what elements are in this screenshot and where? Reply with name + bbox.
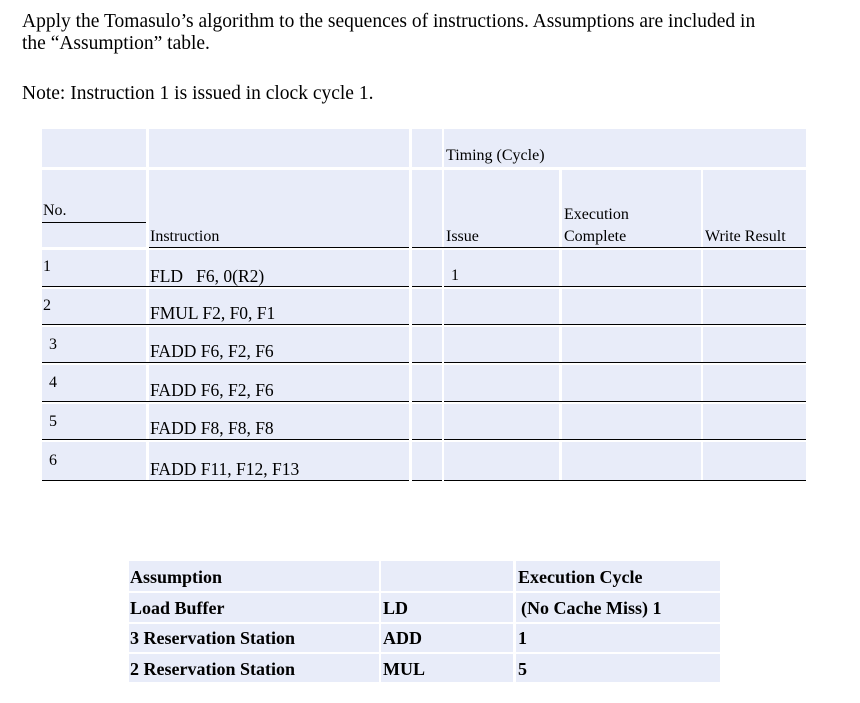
row-number: 5	[49, 413, 57, 430]
assumption-label: Load Buffer	[130, 598, 225, 618]
header-cell	[42, 129, 146, 167]
timing-group-header: Timing (Cycle)	[446, 147, 545, 164]
row-instruction: FADD F6, F2, F6	[150, 341, 274, 361]
col-header-write: Write Result	[705, 228, 786, 245]
row-number: 1	[43, 258, 51, 275]
header-cell	[149, 129, 409, 167]
header-underline	[412, 247, 806, 248]
intro-line-1: Apply the Tomasulo’s algorithm to the sequences of instructions. Assumptions are included in	[22, 11, 756, 32]
intro-line-2: the “Assumption” table.	[22, 33, 210, 54]
assumption-label: 3 Reservation Station	[130, 628, 295, 648]
header-underline	[42, 222, 146, 223]
col-header-exec-2: Complete	[564, 228, 627, 245]
col-header-issue: Issue	[446, 228, 479, 245]
row-number: 2	[43, 297, 51, 314]
row-number: 3	[49, 336, 57, 353]
assumption-cycle: 1	[518, 628, 527, 648]
row-number: 6	[49, 452, 57, 469]
assumption-cycle: (No Cache Miss) 1	[521, 598, 662, 618]
assumption-header: Assumption	[130, 567, 223, 587]
execution-cycle-header: Execution Cycle	[518, 567, 643, 587]
assumption-label: 2 Reservation Station	[130, 659, 295, 679]
header-cell	[412, 170, 442, 247]
header-underline	[149, 247, 409, 248]
row-instruction: FADD F11, F12, F13	[150, 459, 300, 479]
row-number: 4	[49, 374, 57, 391]
assumption-unit: LD	[383, 598, 409, 618]
row-issue: 1	[451, 267, 459, 284]
row-instruction: FADD F8, F8, F8	[150, 418, 274, 438]
row-instruction: FMUL F2, F0, F1	[150, 303, 276, 323]
row-instruction: FADD F6, F2, F6	[150, 380, 274, 400]
col-header-exec-1: Execution	[564, 206, 629, 223]
assumption-cycle: 5	[518, 659, 527, 679]
col-header-instruction: Instruction	[150, 228, 220, 245]
col-header-no: No.	[43, 202, 67, 219]
assumption-unit: ADD	[383, 628, 422, 648]
header-cell	[412, 129, 442, 167]
row-instruction: FLD F6, 0(R2)	[150, 266, 265, 286]
assumption-unit: MUL	[383, 659, 425, 679]
note-text: Note: Instruction 1 is issued in clock cycle 1.	[22, 83, 374, 104]
